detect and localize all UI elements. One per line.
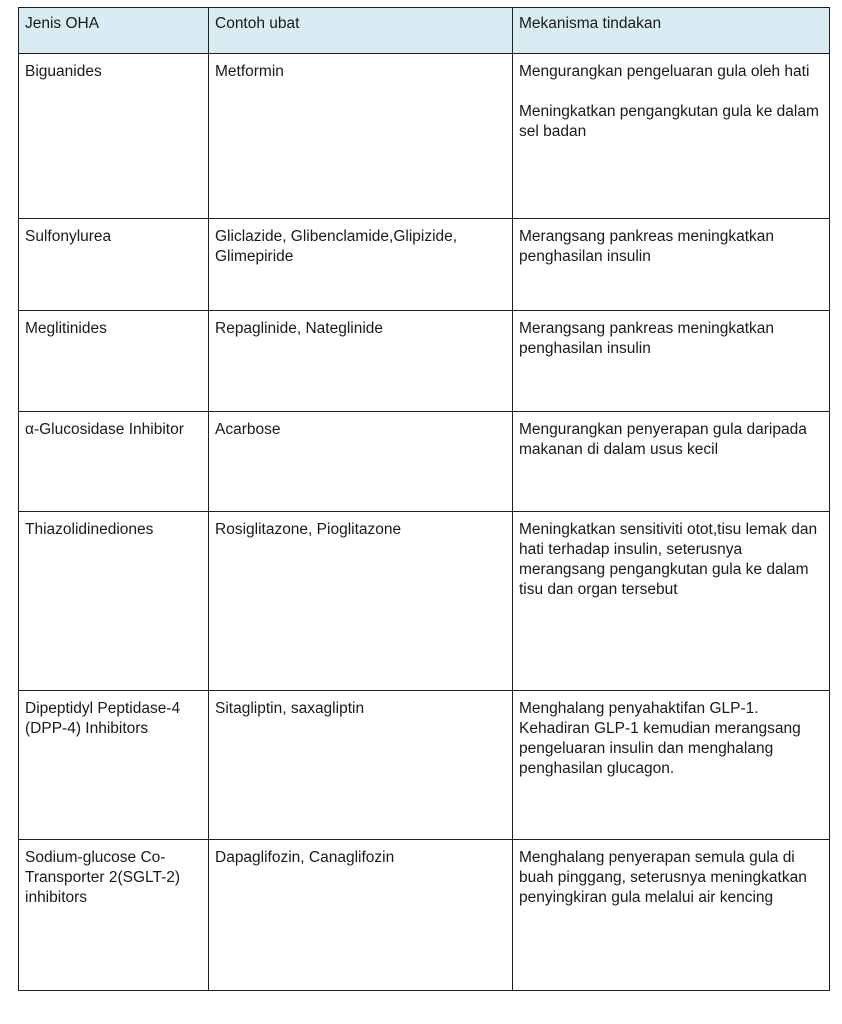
table-row bbox=[19, 691, 830, 840]
mechanism-text: Merangsang pankreas meningkatkan penghasilan insulin bbox=[519, 228, 775, 265]
cell-mechanism bbox=[513, 840, 830, 991]
oha-table bbox=[18, 7, 830, 991]
cell-examples: Rosiglitazone, Pioglitazone bbox=[209, 512, 513, 691]
cell-examples: Dapaglifozin, Canaglifozin bbox=[209, 840, 513, 991]
cell-mechanism bbox=[513, 412, 830, 512]
cell-type: Thiazolidinediones bbox=[19, 512, 209, 691]
mechanism-text: Mengurangkan penyerapan gula daripada makanan di dalam usus kecil bbox=[519, 421, 807, 458]
mechanism-text: Merangsang pankreas meningkatkan penghasilan insulin bbox=[519, 320, 775, 357]
mechanism-text: Meningkatkan sensitiviti otot,tisu lemak dan hati terhadap insulin, seterusnya merangsang pengangkutan gula ke dalam tisu dan organ tersebut bbox=[519, 521, 818, 598]
cell-examples: Metformin bbox=[209, 54, 513, 219]
cell-examples: Gliclazide, Glibenclamide,Glipizide, Glimepiride bbox=[209, 219, 513, 311]
cell-type: α-Glucosidase Inhibitor bbox=[19, 412, 209, 512]
cell-mechanism bbox=[513, 219, 830, 311]
table-row bbox=[19, 219, 830, 311]
cell-mechanism bbox=[513, 512, 830, 691]
mechanism-text: Menghalang penyahaktifan GLP-1. Kehadiran GLP-1 kemudian merangsang pengeluaran insulin dan menghalang penghasilan glucagon. bbox=[519, 700, 801, 777]
cell-type: Dipeptidyl Peptidase-4 (DPP-4) Inhibitors bbox=[19, 691, 209, 840]
table-row bbox=[19, 311, 830, 412]
cell-type: Biguanides bbox=[19, 54, 209, 219]
header-mekanisma-tindakan: Mekanisma tindakan bbox=[513, 8, 830, 54]
table-row bbox=[19, 840, 830, 991]
header-contoh-ubat: Contoh ubat bbox=[209, 8, 513, 54]
table-row bbox=[19, 54, 830, 219]
cell-mechanism bbox=[513, 691, 830, 840]
cell-type: Sodium-glucose Co-Transporter 2(SGLT-2) inhibitors bbox=[19, 840, 209, 991]
table-header-row bbox=[19, 8, 830, 54]
cell-type: Meglitinides bbox=[19, 311, 209, 412]
cell-examples: Sitagliptin, saxagliptin bbox=[209, 691, 513, 840]
cell-type: Sulfonylurea bbox=[19, 219, 209, 311]
mechanism-text: Meningkatkan pengangkutan gula ke dalam sel badan bbox=[519, 103, 819, 140]
cell-examples: Acarbose bbox=[209, 412, 513, 512]
table-row bbox=[19, 512, 830, 691]
mechanism-text: Mengurangkan pengeluaran gula oleh hati bbox=[519, 63, 810, 80]
cell-mechanism bbox=[513, 54, 830, 219]
header-jenis-oha: Jenis OHA bbox=[19, 8, 209, 54]
mechanism-text: Menghalang penyerapan semula gula di buah pinggang, seterusnya meningkatkan penyingkiran gula melalui air kencing bbox=[519, 849, 807, 906]
cell-examples: Repaglinide, Nateglinide bbox=[209, 311, 513, 412]
cell-mechanism bbox=[513, 311, 830, 412]
table-row bbox=[19, 412, 830, 512]
